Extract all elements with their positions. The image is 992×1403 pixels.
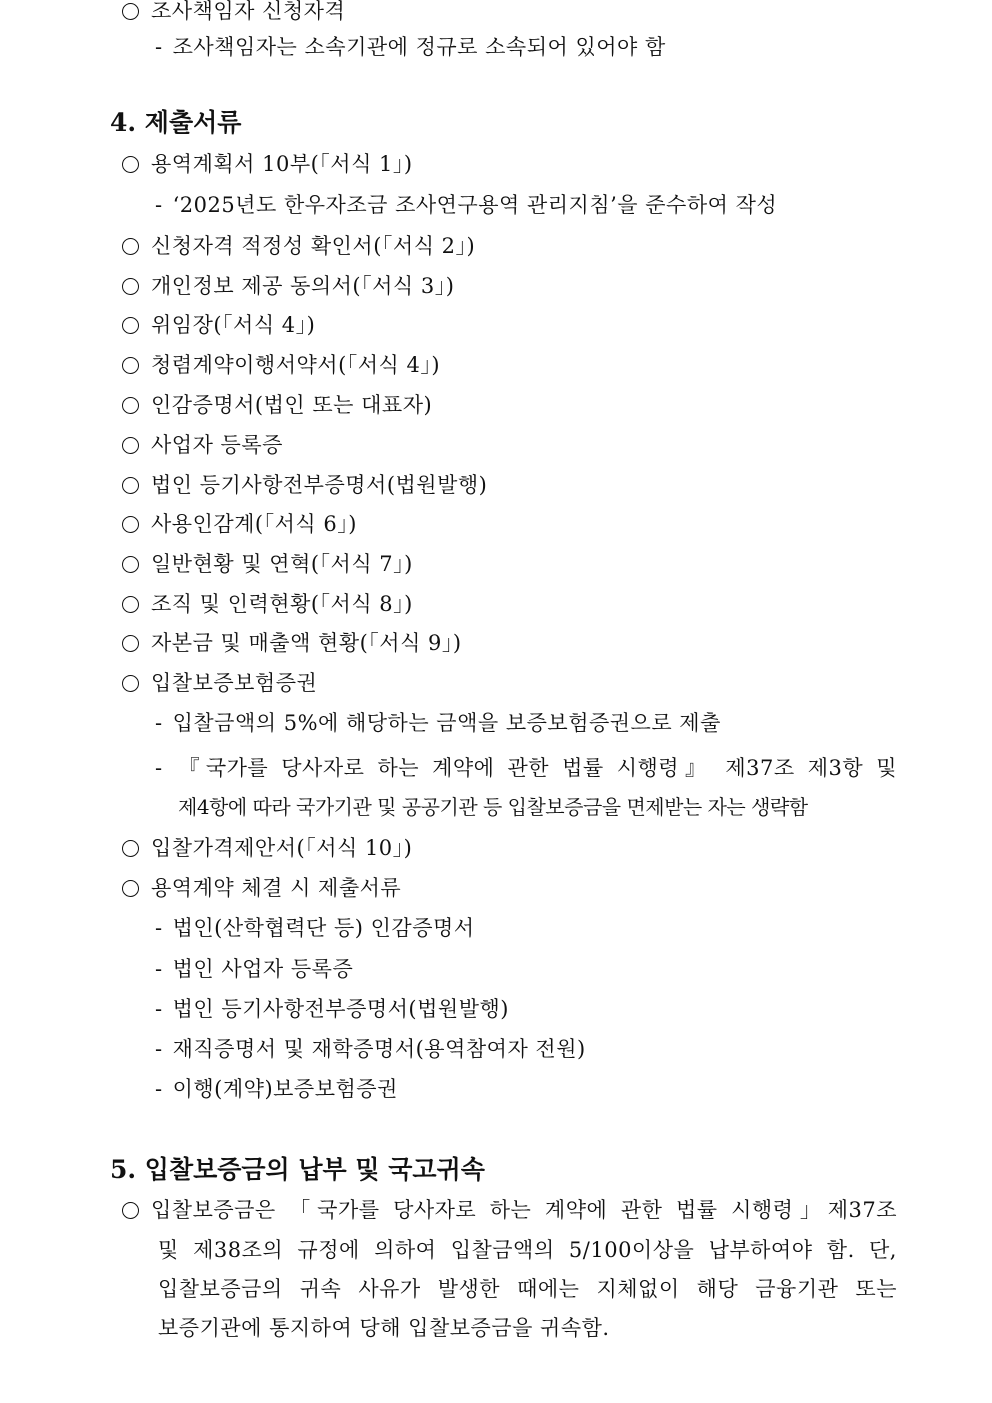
sub-item-continuation: 제4항에 따라 국가기관 및 공공기관 등 입찰보증금을 면제받는 자는 생략함 [178,795,808,819]
item-text: 청렴계약이행서약서(「서식 4」) [151,353,441,377]
sub-item [155,1035,586,1063]
list-item [122,272,454,300]
item-text: 위임장(「서식 4」) [151,313,316,337]
sub-item [155,1075,398,1103]
sub-item-text: 재직증명서 및 재학증명서(용역참여자 전원) [172,1037,586,1061]
paragraph-line: 및 제38조의 규정에 의하여 입찰금액의 5/100이상을 납부하여야 함. 단, [158,1238,897,1262]
circle-bullet-icon [122,840,139,857]
circle-bullet-icon [122,317,139,334]
dash-bullet: - [155,35,163,59]
circle-bullet-icon [122,238,139,255]
item-text: 조사책임자 신청자격 [151,0,346,23]
list-item [122,232,475,260]
sub-item-text: 조사책임자는 소속기관에 정규로 소속되어 있어야 함 [172,35,666,59]
list-item [122,550,413,578]
circle-bullet-icon [122,635,139,652]
dash-bullet: - [155,916,163,940]
circle-bullet-icon [122,880,139,897]
list-item [122,874,401,902]
sub-item-text: 입찰금액의 5%에 해당하는 금액을 보증보험증권으로 제출 [172,711,721,735]
sub-item [155,709,721,737]
circle-bullet-icon [122,397,139,414]
list-item [122,391,432,419]
list-item [122,311,315,339]
list-item [122,510,357,538]
sub-item [155,191,777,219]
circle-bullet-icon [122,3,139,20]
item-text: 사업자 등록증 [151,433,283,457]
circle-bullet-icon [122,596,139,613]
list-item [122,351,440,379]
sub-item-text: 법인 등기사항전부증명서(법원발행) [172,997,509,1021]
dash-bullet: - [155,957,163,981]
dash-bullet: - [155,756,163,780]
item-text: 조직 및 인력현황(「서식 8」) [151,592,413,616]
circle-bullet-icon [122,357,139,374]
sub-item [155,955,353,983]
item-text: 법인 등기사항전부증명서(법원발행) [151,473,488,497]
sub-item-text: 『국가를 당사자로 하는 계약에 관한 법률 시행령』 제37조 제3항 및 [172,756,897,780]
list-item [122,471,487,499]
sub-item [155,914,475,942]
sub-item [155,33,666,61]
paragraph-text: 입찰보증금은 「국가를 당사자로 하는 계약에 관한 법률 시행령」제37조 [151,1198,897,1222]
circle-bullet-icon [122,516,139,533]
sub-item-text: ‘2025년도 한우자조금 조사연구용역 관리지침’을 준수하여 작성 [172,193,778,217]
item-text: 용역계획서 10부(「서식 1」) [151,152,413,176]
sub-item [155,754,897,782]
list-item [122,669,317,697]
item-text: 입찰가격제안서(「서식 10」) [151,836,413,860]
sub-item-text: 법인 사업자 등록증 [172,957,354,981]
circle-bullet-icon [122,675,139,692]
dash-bullet: - [155,1037,163,1061]
circle-bullet-icon [122,1202,139,1219]
circle-bullet-icon [122,437,139,454]
dash-bullet: - [155,193,163,217]
list-item [122,834,412,862]
dash-bullet: - [155,1077,163,1101]
item-text: 신청자격 적정성 확인서(「서식 2」) [151,234,476,258]
list-item [122,590,413,618]
item-text: 입찰보증보험증권 [151,671,318,695]
item-text: 자본금 및 매출액 현황(「서식 9」) [151,631,462,655]
circle-bullet-icon [122,156,139,173]
list-item [122,629,462,657]
item-text: 일반현황 및 연혁(「서식 7」) [151,552,413,576]
list-item [122,431,283,459]
list-item [122,0,345,25]
paragraph-line: 입찰보증금의 귀속 사유가 발생한 때에는 지체없이 해당 금융기관 또는 [158,1277,897,1301]
sub-item [155,995,509,1023]
dash-bullet: - [155,711,163,735]
circle-bullet-icon [122,556,139,573]
section-5-heading: 5. 입찰보증금의 납부 및 국고귀속 [110,1155,485,1184]
item-text: 인감증명서(법인 또는 대표자) [151,393,433,417]
paragraph-line [122,1196,897,1224]
section-4-heading: 4. 제출서류 [110,108,242,137]
dash-bullet: - [155,997,163,1021]
paragraph-line: 보증기관에 통지하여 당해 입찰보증금을 귀속함. [158,1316,610,1340]
item-text: 용역계약 체결 시 제출서류 [151,876,402,900]
item-text: 개인정보 제공 동의서(「서식 3」) [151,274,455,298]
item-text: 사용인감계(「서식 6」) [151,512,357,536]
circle-bullet-icon [122,278,139,295]
sub-item-text: 이행(계약)보증보험증권 [172,1077,398,1101]
sub-item-text: 법인(산학협력단 등) 인감증명서 [172,916,475,940]
list-item [122,150,413,178]
circle-bullet-icon [122,477,139,494]
